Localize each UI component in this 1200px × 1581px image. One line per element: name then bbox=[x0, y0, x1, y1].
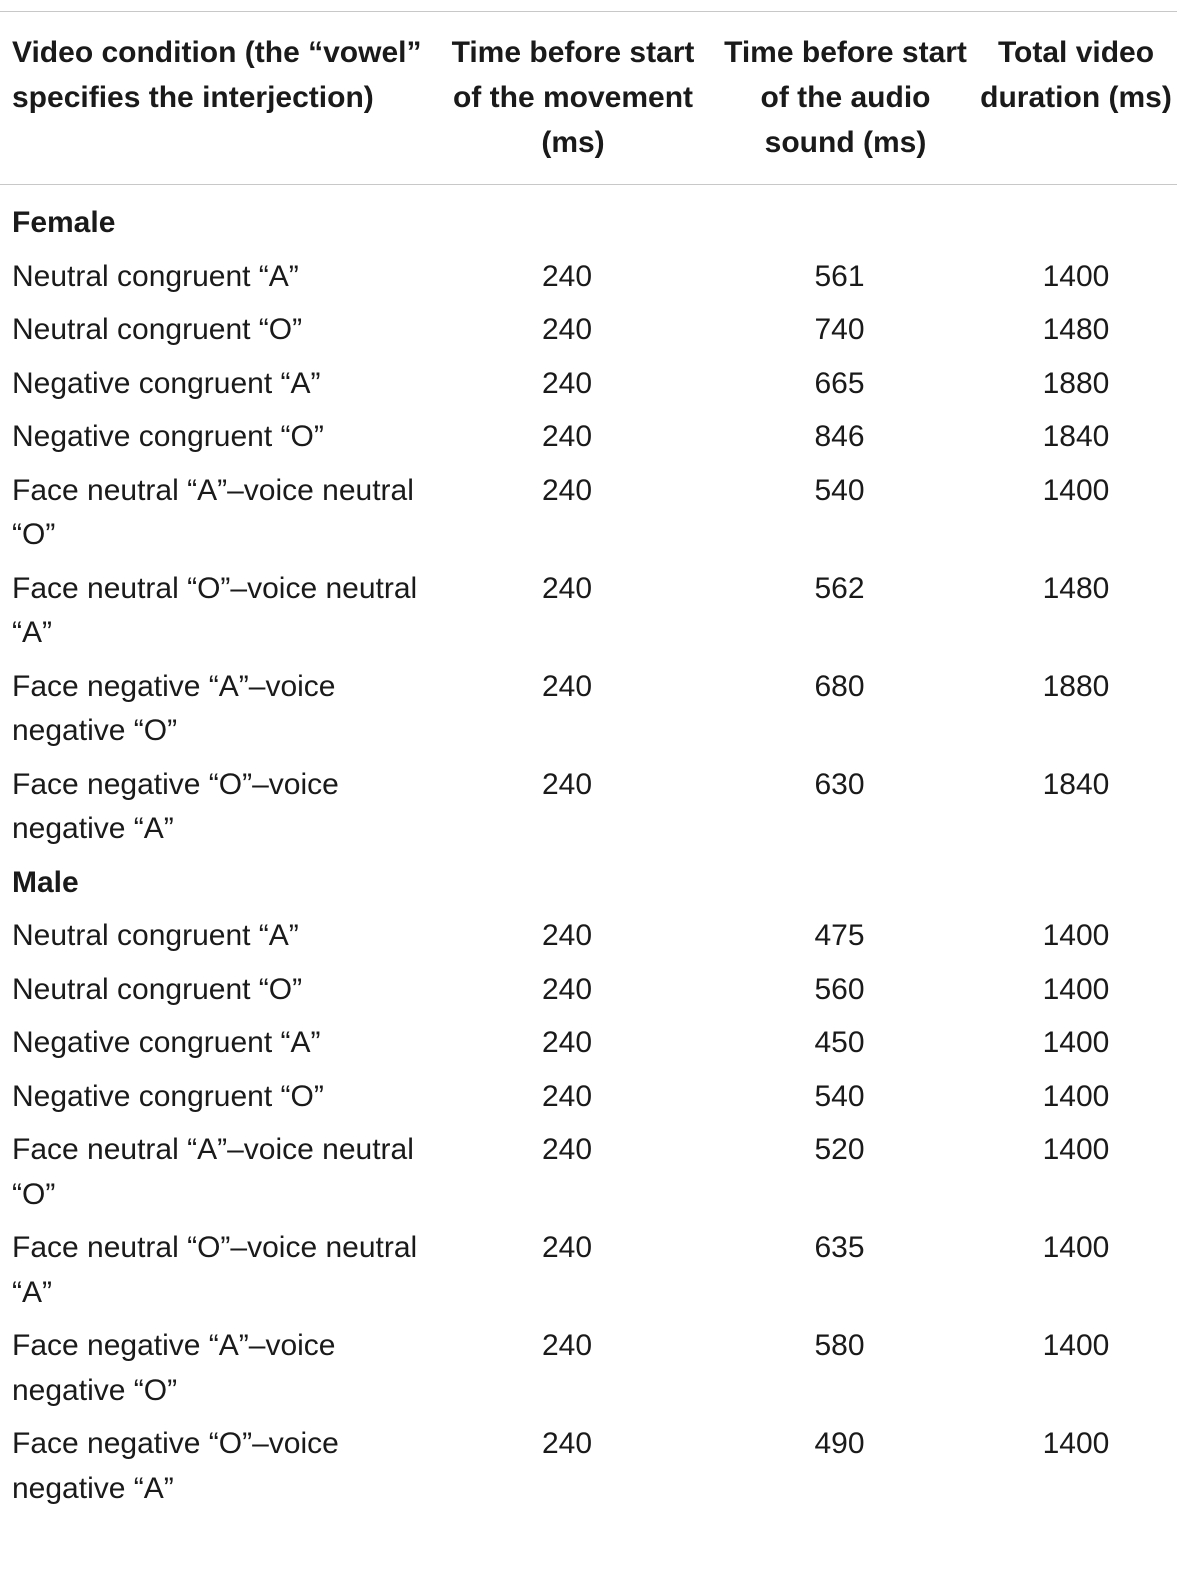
condition-cell: Face negative “O”–voice negative “A” bbox=[12, 1427, 339, 1505]
duration-cell: 1400 bbox=[1042, 1133, 1110, 1166]
table-row bbox=[0, 1419, 1177, 1517]
condition-cell: Negative congruent “O” bbox=[12, 420, 324, 453]
video-conditions-table bbox=[0, 11, 1177, 1517]
movement-time-cell: 240 bbox=[541, 919, 593, 952]
table-row bbox=[0, 252, 1177, 306]
header-time-before-audio: Time before start of the audio sound (ms) bbox=[724, 36, 967, 159]
condition-cell: Face neutral “A”–voice neutral “O” bbox=[12, 1133, 414, 1211]
movement-time-cell: 240 bbox=[541, 767, 593, 801]
duration-cell: 1400 bbox=[1042, 473, 1110, 507]
group-label: Male bbox=[12, 865, 79, 899]
group-label: Female bbox=[12, 206, 116, 239]
audio-time-cell: 562 bbox=[814, 571, 865, 605]
table-header bbox=[0, 12, 1177, 185]
table-row bbox=[0, 1125, 1177, 1223]
duration-cell: 1480 bbox=[1042, 571, 1110, 605]
condition-cell: Negative congruent “A” bbox=[12, 366, 321, 400]
condition-cell: Face negative “A”–voice negative “O” bbox=[12, 1329, 336, 1407]
table-row bbox=[0, 1018, 1177, 1072]
table-row bbox=[0, 305, 1177, 359]
table-row bbox=[0, 1321, 1177, 1419]
condition-cell: Neutral congruent “A” bbox=[12, 919, 299, 952]
audio-time-cell: 520 bbox=[814, 1133, 865, 1166]
duration-cell: 1400 bbox=[1042, 1329, 1110, 1362]
movement-time-cell: 240 bbox=[541, 1427, 593, 1460]
audio-time-cell: 680 bbox=[814, 669, 865, 703]
condition-cell: Face neutral “O”–voice neutral “A” bbox=[12, 1231, 418, 1309]
table-row bbox=[0, 564, 1177, 662]
header-total-duration: Total video duration (ms) bbox=[980, 36, 1172, 114]
duration-cell: 1400 bbox=[1042, 972, 1110, 1006]
table-row bbox=[0, 760, 1177, 858]
movement-time-cell: 240 bbox=[541, 259, 593, 293]
condition-cell: Neutral congruent “O” bbox=[12, 313, 303, 346]
table-row bbox=[0, 662, 1177, 760]
movement-time-cell: 240 bbox=[541, 1079, 593, 1113]
duration-cell: 1400 bbox=[1042, 1079, 1110, 1113]
duration-cell: 1880 bbox=[1042, 669, 1110, 703]
movement-time-cell: 240 bbox=[541, 420, 593, 453]
table-row bbox=[0, 1223, 1177, 1321]
audio-time-cell: 740 bbox=[814, 313, 865, 346]
condition-cell: Face neutral “A”–voice neutral “O” bbox=[12, 473, 414, 551]
table-row bbox=[0, 965, 1177, 1019]
duration-cell: 1840 bbox=[1042, 420, 1110, 453]
table-row bbox=[0, 412, 1177, 466]
audio-time-cell: 846 bbox=[814, 420, 865, 453]
header-row bbox=[0, 12, 1177, 185]
condition-cell: Face neutral “O”–voice neutral “A” bbox=[12, 571, 418, 649]
condition-cell: Negative congruent “A” bbox=[12, 1026, 321, 1059]
audio-time-cell: 450 bbox=[814, 1026, 865, 1059]
audio-time-cell: 630 bbox=[814, 767, 865, 801]
audio-time-cell: 560 bbox=[814, 972, 865, 1006]
movement-time-cell: 240 bbox=[541, 571, 593, 605]
audio-time-cell: 540 bbox=[814, 473, 865, 507]
condition-cell: Face negative “O”–voice negative “A” bbox=[12, 767, 339, 845]
header-video-condition: Video condition (the “vowel” specifies the interjection) bbox=[12, 36, 422, 114]
movement-time-cell: 240 bbox=[541, 972, 593, 1006]
condition-cell: Neutral congruent “O” bbox=[12, 972, 303, 1006]
duration-cell: 1480 bbox=[1042, 313, 1110, 346]
condition-cell: Negative congruent “O” bbox=[12, 1079, 324, 1113]
movement-time-cell: 240 bbox=[541, 669, 593, 703]
duration-cell: 1840 bbox=[1042, 767, 1110, 801]
audio-time-cell: 561 bbox=[814, 259, 865, 293]
movement-time-cell: 240 bbox=[541, 1329, 593, 1362]
table-body bbox=[0, 185, 1177, 1518]
audio-time-cell: 540 bbox=[814, 1079, 865, 1113]
audio-time-cell: 580 bbox=[814, 1329, 865, 1362]
audio-time-cell: 475 bbox=[814, 919, 865, 952]
movement-time-cell: 240 bbox=[541, 1133, 593, 1166]
group-row-female bbox=[0, 185, 1177, 252]
group-row-male bbox=[0, 858, 1177, 912]
movement-time-cell: 240 bbox=[541, 473, 593, 507]
movement-time-cell: 240 bbox=[541, 1231, 593, 1264]
movement-time-cell: 240 bbox=[541, 1026, 593, 1059]
duration-cell: 1400 bbox=[1042, 1026, 1110, 1059]
condition-cell: Neutral congruent “A” bbox=[12, 259, 299, 293]
duration-cell: 1400 bbox=[1042, 259, 1110, 293]
audio-time-cell: 665 bbox=[814, 366, 865, 400]
table-row bbox=[0, 911, 1177, 965]
duration-cell: 1400 bbox=[1042, 1427, 1110, 1460]
duration-cell: 1880 bbox=[1042, 366, 1110, 400]
duration-cell: 1400 bbox=[1042, 919, 1110, 952]
audio-time-cell: 490 bbox=[814, 1427, 865, 1460]
condition-cell: Face negative “A”–voice negative “O” bbox=[12, 669, 336, 747]
movement-time-cell: 240 bbox=[541, 313, 593, 346]
table-row bbox=[0, 359, 1177, 413]
header-time-before-movement: Time before start of the movement (ms) bbox=[451, 36, 695, 159]
movement-time-cell: 240 bbox=[541, 366, 593, 400]
duration-cell: 1400 bbox=[1042, 1231, 1110, 1264]
table-row bbox=[0, 466, 1177, 564]
table-row bbox=[0, 1072, 1177, 1126]
audio-time-cell: 635 bbox=[814, 1231, 865, 1264]
